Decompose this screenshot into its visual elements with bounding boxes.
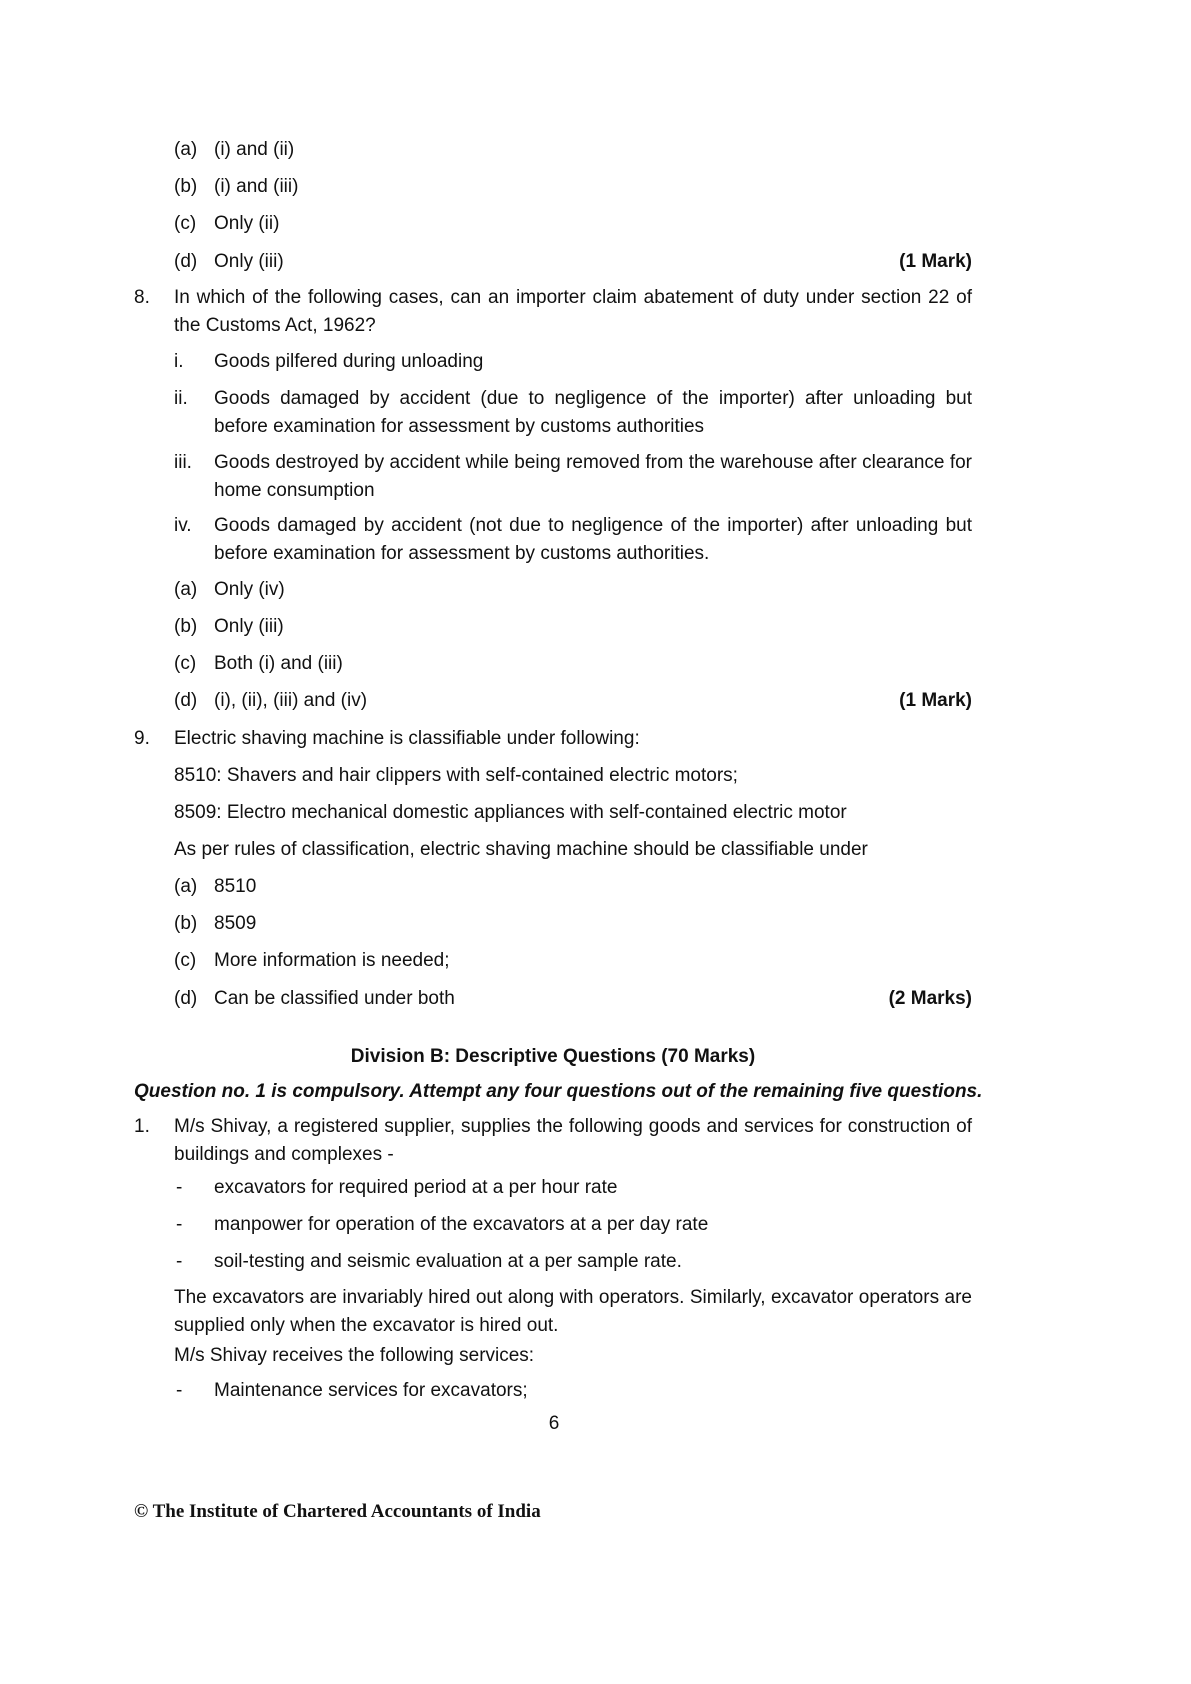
copyright-footer: © The Institute of Chartered Accountants of India bbox=[134, 1501, 541, 1522]
dq1-question: M/s Shivay, a registered supplier, supplies the following goods and services for construction of buildings and complexes - bbox=[174, 1116, 972, 1165]
q8-option-text: Only (iv) bbox=[214, 579, 285, 600]
q9-option-text: Can be classified under both bbox=[214, 988, 455, 1009]
q9-option-label: (c) bbox=[174, 950, 197, 971]
q9-option-text: 8509 bbox=[214, 913, 257, 934]
q8-option-text: Both (i) and (iii) bbox=[214, 653, 343, 674]
q9-line: 8510: Shavers and hair clippers with self-contained electric motors; bbox=[174, 765, 738, 786]
bullet-dash: - bbox=[176, 1251, 183, 1272]
q9-number: 9. bbox=[134, 728, 150, 749]
q8-statement-text: Goods damaged by accident (due to negligence of the importer) after unloading but before examination for assessment by customs authorities bbox=[214, 388, 972, 437]
dq1-bullet: soil-testing and seismic evaluation at a per sample rate. bbox=[214, 1251, 682, 1272]
q7-marks: (1 Mark) bbox=[899, 251, 972, 272]
q7-option-label: (d) bbox=[174, 251, 198, 272]
bullet-dash: - bbox=[176, 1380, 183, 1401]
q8-option-label: (c) bbox=[174, 653, 197, 674]
q8-option-text: (i), (ii), (iii) and (iv) bbox=[214, 690, 368, 711]
q8-statement-text: Goods damaged by accident (not due to negligence of the importer) after unloading but before examination for assessment by customs authorities. bbox=[214, 515, 972, 564]
q8-statement-label: ii. bbox=[174, 388, 188, 409]
q7-option-label: (c) bbox=[174, 213, 197, 234]
q7-option-text: Only (iii) bbox=[214, 251, 284, 272]
dq1-bullet: manpower for operation of the excavators at a per day rate bbox=[214, 1214, 709, 1235]
dq1-paragraph: The excavators are invariably hired out along with operators. Similarly, excavator operators are supplied only when the excavator is hired out. bbox=[174, 1287, 972, 1336]
q8-statement-label: iv. bbox=[174, 515, 192, 536]
q7-option-label: (a) bbox=[174, 139, 198, 160]
q7-option-text: (i) and (iii) bbox=[214, 176, 299, 197]
q8-option-label: (a) bbox=[174, 579, 198, 600]
q8-marks: (1 Mark) bbox=[899, 690, 972, 711]
dq1-bullet: excavators for required period at a per hour rate bbox=[214, 1177, 618, 1198]
bullet-dash: - bbox=[176, 1177, 183, 1198]
division-heading: Division B: Descriptive Questions (70 Marks) bbox=[350, 1046, 756, 1067]
q8-statement-label: i. bbox=[174, 351, 184, 372]
instruction: Question no. 1 is compulsory. Attempt any four questions out of the remaining five questions. bbox=[134, 1081, 983, 1102]
q9-marks: (2 Marks) bbox=[888, 988, 972, 1009]
q9-line: As per rules of classification, electric shaving machine should be classifiable under bbox=[174, 839, 868, 860]
q8-statement-text: Goods pilfered during unloading bbox=[214, 351, 484, 372]
q7-option-text: (i) and (ii) bbox=[214, 139, 295, 160]
q9-option-label: (b) bbox=[174, 913, 198, 934]
q9-option-label: (d) bbox=[174, 988, 198, 1009]
q8-option-text: Only (iii) bbox=[214, 616, 284, 637]
q8-option-label: (b) bbox=[174, 616, 198, 637]
q8-question: In which of the following cases, can an importer claim abatement of duty under section 22 of the Customs Act, 1962? bbox=[174, 287, 972, 336]
q9-option-text: 8510 bbox=[214, 876, 257, 897]
q8-statement-text: Goods destroyed by accident while being removed from the warehouse after clearance for home consumption bbox=[214, 452, 972, 501]
dq1-number: 1. bbox=[134, 1116, 150, 1137]
q8-number: 8. bbox=[134, 287, 150, 308]
q9-question: Electric shaving machine is classifiable under following: bbox=[174, 728, 640, 749]
q9-option-label: (a) bbox=[174, 876, 198, 897]
q8-statement-label: iii. bbox=[174, 452, 192, 473]
q9-option-text: More information is needed; bbox=[214, 950, 450, 971]
q7-option-label: (b) bbox=[174, 176, 198, 197]
dq1-receives: M/s Shivay receives the following services: bbox=[174, 1345, 535, 1366]
dq1-bullet: Maintenance services for excavators; bbox=[214, 1380, 528, 1401]
page-number: 6 bbox=[548, 1413, 560, 1434]
q9-line: 8509: Electro mechanical domestic appliances with self-contained electric motor bbox=[174, 802, 847, 823]
bullet-dash: - bbox=[176, 1214, 183, 1235]
q8-option-label: (d) bbox=[174, 690, 198, 711]
q7-option-text: Only (ii) bbox=[214, 213, 280, 234]
